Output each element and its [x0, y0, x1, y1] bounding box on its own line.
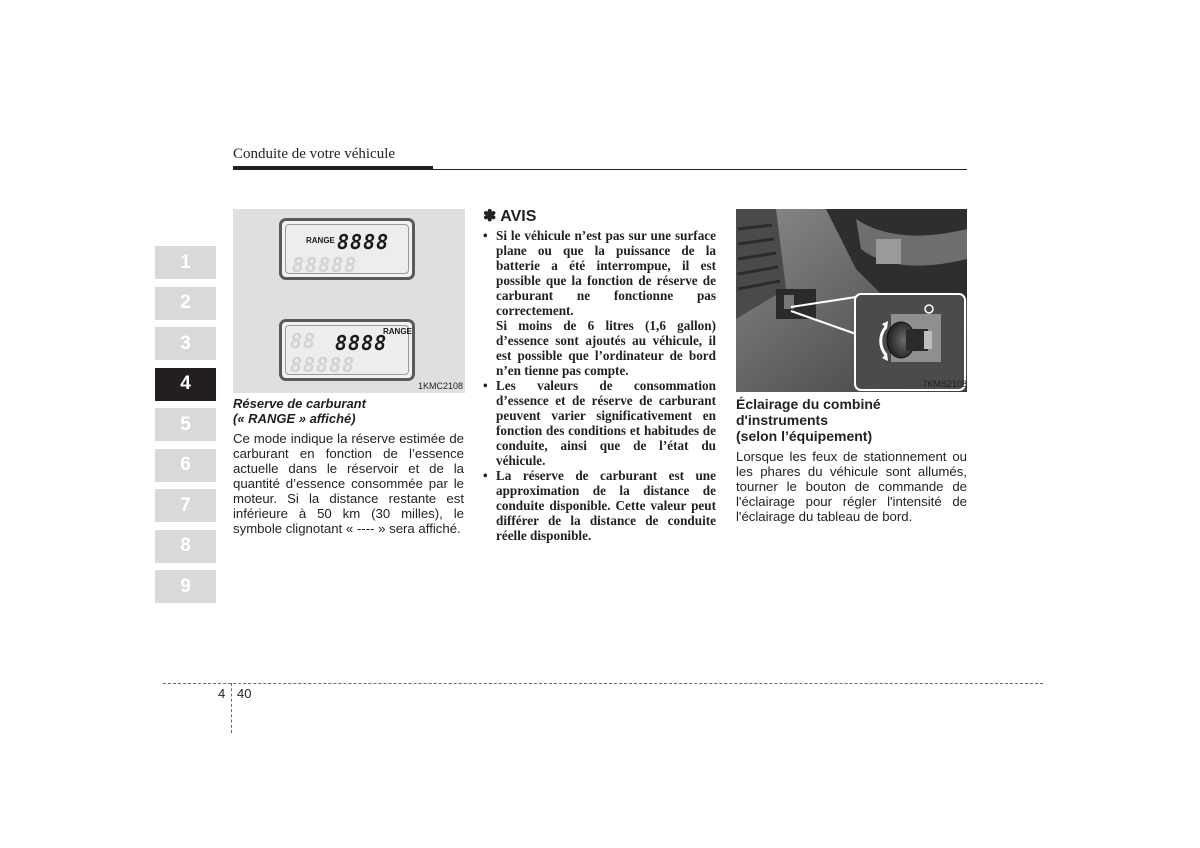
footer-rule: [163, 683, 1043, 684]
figure-code: 1KMC2108: [417, 381, 463, 391]
caption-line: (« RANGE » affiché): [233, 411, 356, 426]
notice-text: La réserve de carburant est une approximation de la distance de conduite disponible. Cette valeur peut différer de la distance de conduite réelle disponible.: [496, 468, 716, 543]
heading-line: Éclairage du combiné: [736, 396, 881, 412]
figure-code: 7KMS2108: [922, 379, 967, 389]
header-rule: [233, 169, 967, 170]
chapter-tab-5[interactable]: 5: [155, 408, 216, 441]
lcd-display-bottom: [279, 319, 415, 381]
bullet: •: [483, 378, 488, 393]
fuel-range-display-illustration: [233, 209, 465, 393]
lcd-digits: 8888: [337, 230, 390, 254]
lcd-ghost-digits: 88888: [290, 353, 356, 377]
chapter-tab-6[interactable]: 6: [155, 449, 216, 482]
chapter-tab-1[interactable]: 1: [155, 246, 216, 279]
figure-caption: [233, 396, 465, 426]
lcd-display-top: [279, 218, 415, 280]
heading-line: (selon l’équipement): [736, 428, 873, 444]
notice-item: [483, 228, 716, 378]
chapter-tab-8[interactable]: 8: [155, 530, 216, 563]
caption-line: Réserve de carburant: [233, 396, 366, 411]
dashboard-photo-illustration: [736, 209, 967, 392]
notice-item: [483, 378, 716, 468]
instrument-lighting-photo: [736, 209, 967, 392]
heading-line: d'instruments: [736, 412, 829, 428]
bullet: •: [483, 228, 488, 243]
notice-item: [483, 468, 716, 543]
notice-title: ✽ AVIS: [483, 208, 537, 225]
fuel-range-description: Ce mode indique la réserve estimée de carburant en fonction de l’essence actuelle dans le réservoir et de la quantité d’essence consommée par le moteur. Si la distance restante est inférieure à 50 km (30 milles), le symbole clignotant « ---- » sera affiché.: [233, 431, 464, 536]
notice-text: Si le véhicule n’est pas sur une surface plane ou que la puissance de la batterie a été interrompue, il est possible que la fonction de réserve de carburant ne fonctionne pas correctement.: [496, 228, 716, 318]
chapter-tab-4[interactable]: 4: [155, 368, 216, 401]
lcd-ghost-digits: 88888: [292, 253, 358, 277]
notice-list: [483, 228, 716, 543]
footer-divider: [231, 683, 232, 733]
chapter-tab-2[interactable]: 2: [155, 287, 216, 320]
chapter-tab-7[interactable]: 7: [155, 489, 216, 522]
page-number: 40: [237, 686, 252, 701]
bullet: •: [483, 468, 488, 483]
section-heading: [736, 396, 967, 444]
notice-text: Les valeurs de consommation d’essence et de réserve de carburant peuvent varier significativement en fonction des conditions et habitudes de conduite, ainsi que de l’état du véhicule.: [496, 378, 716, 468]
lcd-digits: 8888: [335, 331, 388, 355]
chapter-tab-3[interactable]: 3: [155, 327, 216, 360]
page-chapter-number: 4: [218, 686, 226, 701]
range-label: RANGE: [383, 327, 412, 336]
lcd-ghost-prefix: 88: [290, 329, 317, 353]
range-label: RANGE: [306, 236, 335, 245]
notice-subtext: Si moins de 6 litres (1,6 gallon) d’essence sont ajoutés au véhicule, il est possible que l’ordinateur de bord n’en tienne pas compte.: [496, 318, 716, 378]
instrument-lighting-description: Lorsque les feux de stationnement ou les phares du véhicule sont allumés, tourner le bouton de commande de l'éclairage pour régler l'intensité de l'éclairage du tableau de bord.: [736, 449, 967, 524]
chapter-tab-9[interactable]: 9: [155, 570, 216, 603]
running-header: Conduite de votre véhicule: [233, 146, 396, 162]
